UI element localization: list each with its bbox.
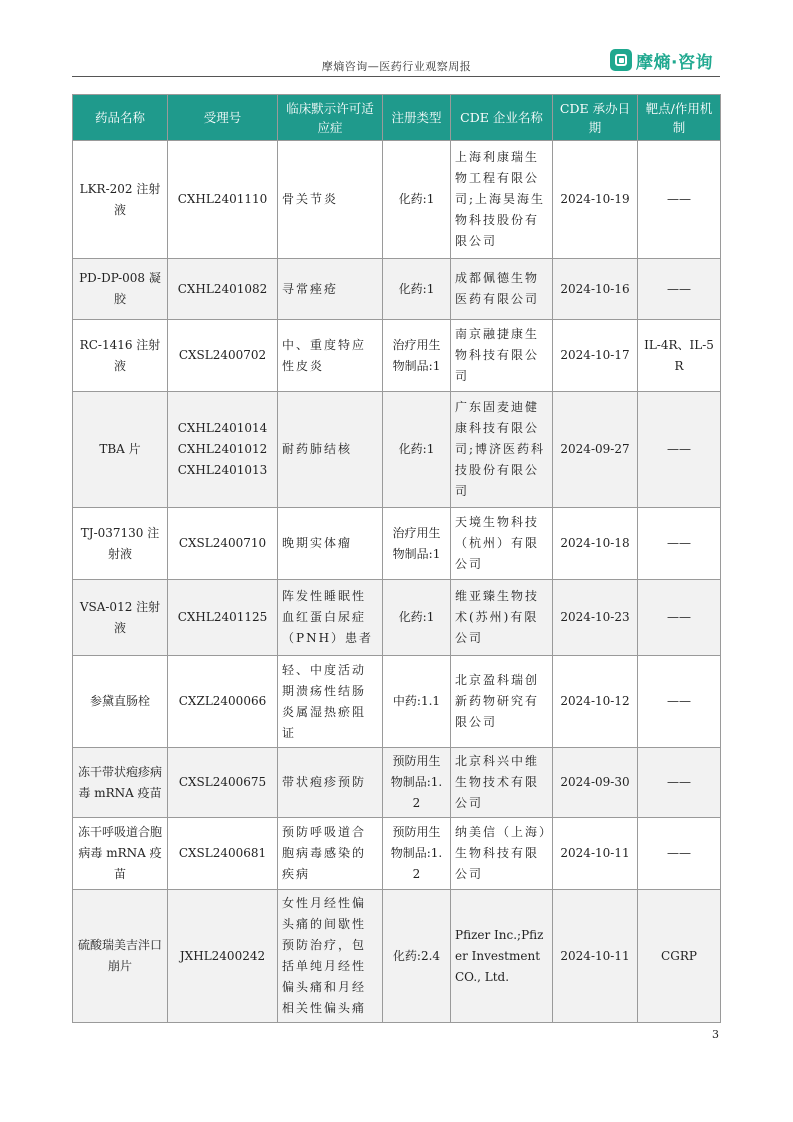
company-name: 天境生物科技（杭州）有限公司: [451, 508, 553, 580]
acceptance-number: CXHL2401125: [168, 580, 278, 656]
registration-type: 化药:1: [383, 580, 451, 656]
indication: 中、重度特应性皮炎: [278, 320, 383, 392]
registration-type: 化药:2.4: [383, 890, 451, 1023]
table-header-row: [73, 95, 721, 141]
target: ——: [638, 392, 721, 508]
header-company-name: CDE 企业名称: [451, 95, 553, 141]
header-target: 靶点/作用机制: [638, 95, 721, 141]
drug-approval-table: [72, 94, 721, 1023]
company-name: Pfizer Inc.;Pfizer Investment CO., Ltd.: [451, 890, 553, 1023]
drug-name: VSA-012 注射液: [73, 580, 168, 656]
drug-name: LKR-202 注射液: [73, 141, 168, 259]
date: 2024-10-17: [553, 320, 638, 392]
acceptance-number: CXSL2400710: [168, 508, 278, 580]
table-row: [73, 320, 721, 392]
target: ——: [638, 259, 721, 320]
registration-type: 治疗用生物制品:1: [383, 508, 451, 580]
indication: 预防呼吸道合胞病毒感染的疾病: [278, 818, 383, 890]
company-name: 北京盈科瑞创新药物研究有限公司: [451, 656, 553, 748]
registration-type: 化药:1: [383, 259, 451, 320]
acceptance-number: CXZL2400066: [168, 656, 278, 748]
date: 2024-09-30: [553, 748, 638, 818]
table-row: [73, 141, 721, 259]
acceptance-number: CXSL2400681: [168, 818, 278, 890]
date: 2024-10-11: [553, 890, 638, 1023]
acceptance-number: CXHL2401110: [168, 141, 278, 259]
table-row: [73, 508, 721, 580]
acceptance-number: CXHL2401014 CXHL2401012 CXHL2401013: [168, 392, 278, 508]
company-name: 南京融捷康生物科技有限公司: [451, 320, 553, 392]
indication: 轻、中度活动期溃疡性结肠炎属湿热瘀阻证: [278, 656, 383, 748]
target: CGRP: [638, 890, 721, 1023]
target: IL-4R、IL-5R: [638, 320, 721, 392]
date: 2024-10-19: [553, 141, 638, 259]
target: ——: [638, 748, 721, 818]
target: ——: [638, 580, 721, 656]
table-row: [73, 818, 721, 890]
registration-type: 化药:1: [383, 141, 451, 259]
drug-name: RC-1416 注射液: [73, 320, 168, 392]
header-drug-name: 药品名称: [73, 95, 168, 141]
target: ——: [638, 818, 721, 890]
drug-name: TJ-037130 注射液: [73, 508, 168, 580]
brand-logo: [610, 48, 713, 72]
date: 2024-10-12: [553, 656, 638, 748]
target: ——: [638, 656, 721, 748]
registration-type: 治疗用生物制品:1: [383, 320, 451, 392]
registration-type: 化药:1: [383, 392, 451, 508]
header-acceptance-number: 受理号: [168, 95, 278, 141]
report-title: 摩熵咨询—医药行业观察周报: [321, 60, 472, 73]
indication: 晚期实体瘤: [278, 508, 383, 580]
table-row: [73, 259, 721, 320]
drug-name: 冻干带状疱疹病毒 mRNA 疫苗: [73, 748, 168, 818]
header-date: CDE 承办日期: [553, 95, 638, 141]
logo-text: 摩熵·咨询: [636, 52, 713, 73]
company-name: 北京科兴中维生物技术有限公司: [451, 748, 553, 818]
date: 2024-10-11: [553, 818, 638, 890]
indication: 女性月经性偏头痛的间歇性预防治疗，包括单纯月经性偏头痛和月经相关性偏头痛: [278, 890, 383, 1023]
indication: 骨关节炎: [278, 141, 383, 259]
logo-icon: [610, 49, 632, 71]
date: 2024-10-16: [553, 259, 638, 320]
company-name: 维亚臻生物技术(苏州)有限公司: [451, 580, 553, 656]
table-row: [73, 748, 721, 818]
header-registration-type: 注册类型: [383, 95, 451, 141]
header-indication: 临床默示许可适应症: [278, 95, 383, 141]
registration-type: 预防用生物制品:1.2: [383, 748, 451, 818]
page-number: 3: [712, 1028, 719, 1041]
target: ——: [638, 508, 721, 580]
company-name: 成都佩德生物医药有限公司: [451, 259, 553, 320]
indication: 阵发性睡眠性血红蛋白尿症（PNH）患者: [278, 580, 383, 656]
indication: 耐药肺结核: [278, 392, 383, 508]
indication: 带状疱疹预防: [278, 748, 383, 818]
date: 2024-10-18: [553, 508, 638, 580]
drug-name: PD-DP-008 凝胶: [73, 259, 168, 320]
date: 2024-09-27: [553, 392, 638, 508]
drug-name: 硫酸瑞美吉泮口崩片: [73, 890, 168, 1023]
drug-name: 参黛直肠栓: [73, 656, 168, 748]
table-row: [73, 890, 721, 1023]
registration-type: 中药:1.1: [383, 656, 451, 748]
company-name: 纳美信（上海）生物科技有限公司: [451, 818, 553, 890]
registration-type: 预防用生物制品:1.2: [383, 818, 451, 890]
table-row: [73, 656, 721, 748]
acceptance-number: CXSL2400675: [168, 748, 278, 818]
company-name: 广东固麦迪健康科技有限公司;博济医药科技股份有限公司: [451, 392, 553, 508]
company-name: 上海利康瑞生物工程有限公司;上海昊海生物科技股份有限公司: [451, 141, 553, 259]
target: ——: [638, 141, 721, 259]
acceptance-number: CXHL2401082: [168, 259, 278, 320]
table-row: [73, 580, 721, 656]
header-divider: [72, 76, 720, 77]
drug-name: TBA 片: [73, 392, 168, 508]
drug-name: 冻干呼吸道合胞病毒 mRNA 疫苗: [73, 818, 168, 890]
date: 2024-10-23: [553, 580, 638, 656]
acceptance-number: JXHL2400242: [168, 890, 278, 1023]
acceptance-number: CXSL2400702: [168, 320, 278, 392]
indication: 寻常痤疮: [278, 259, 383, 320]
table-row: [73, 392, 721, 508]
